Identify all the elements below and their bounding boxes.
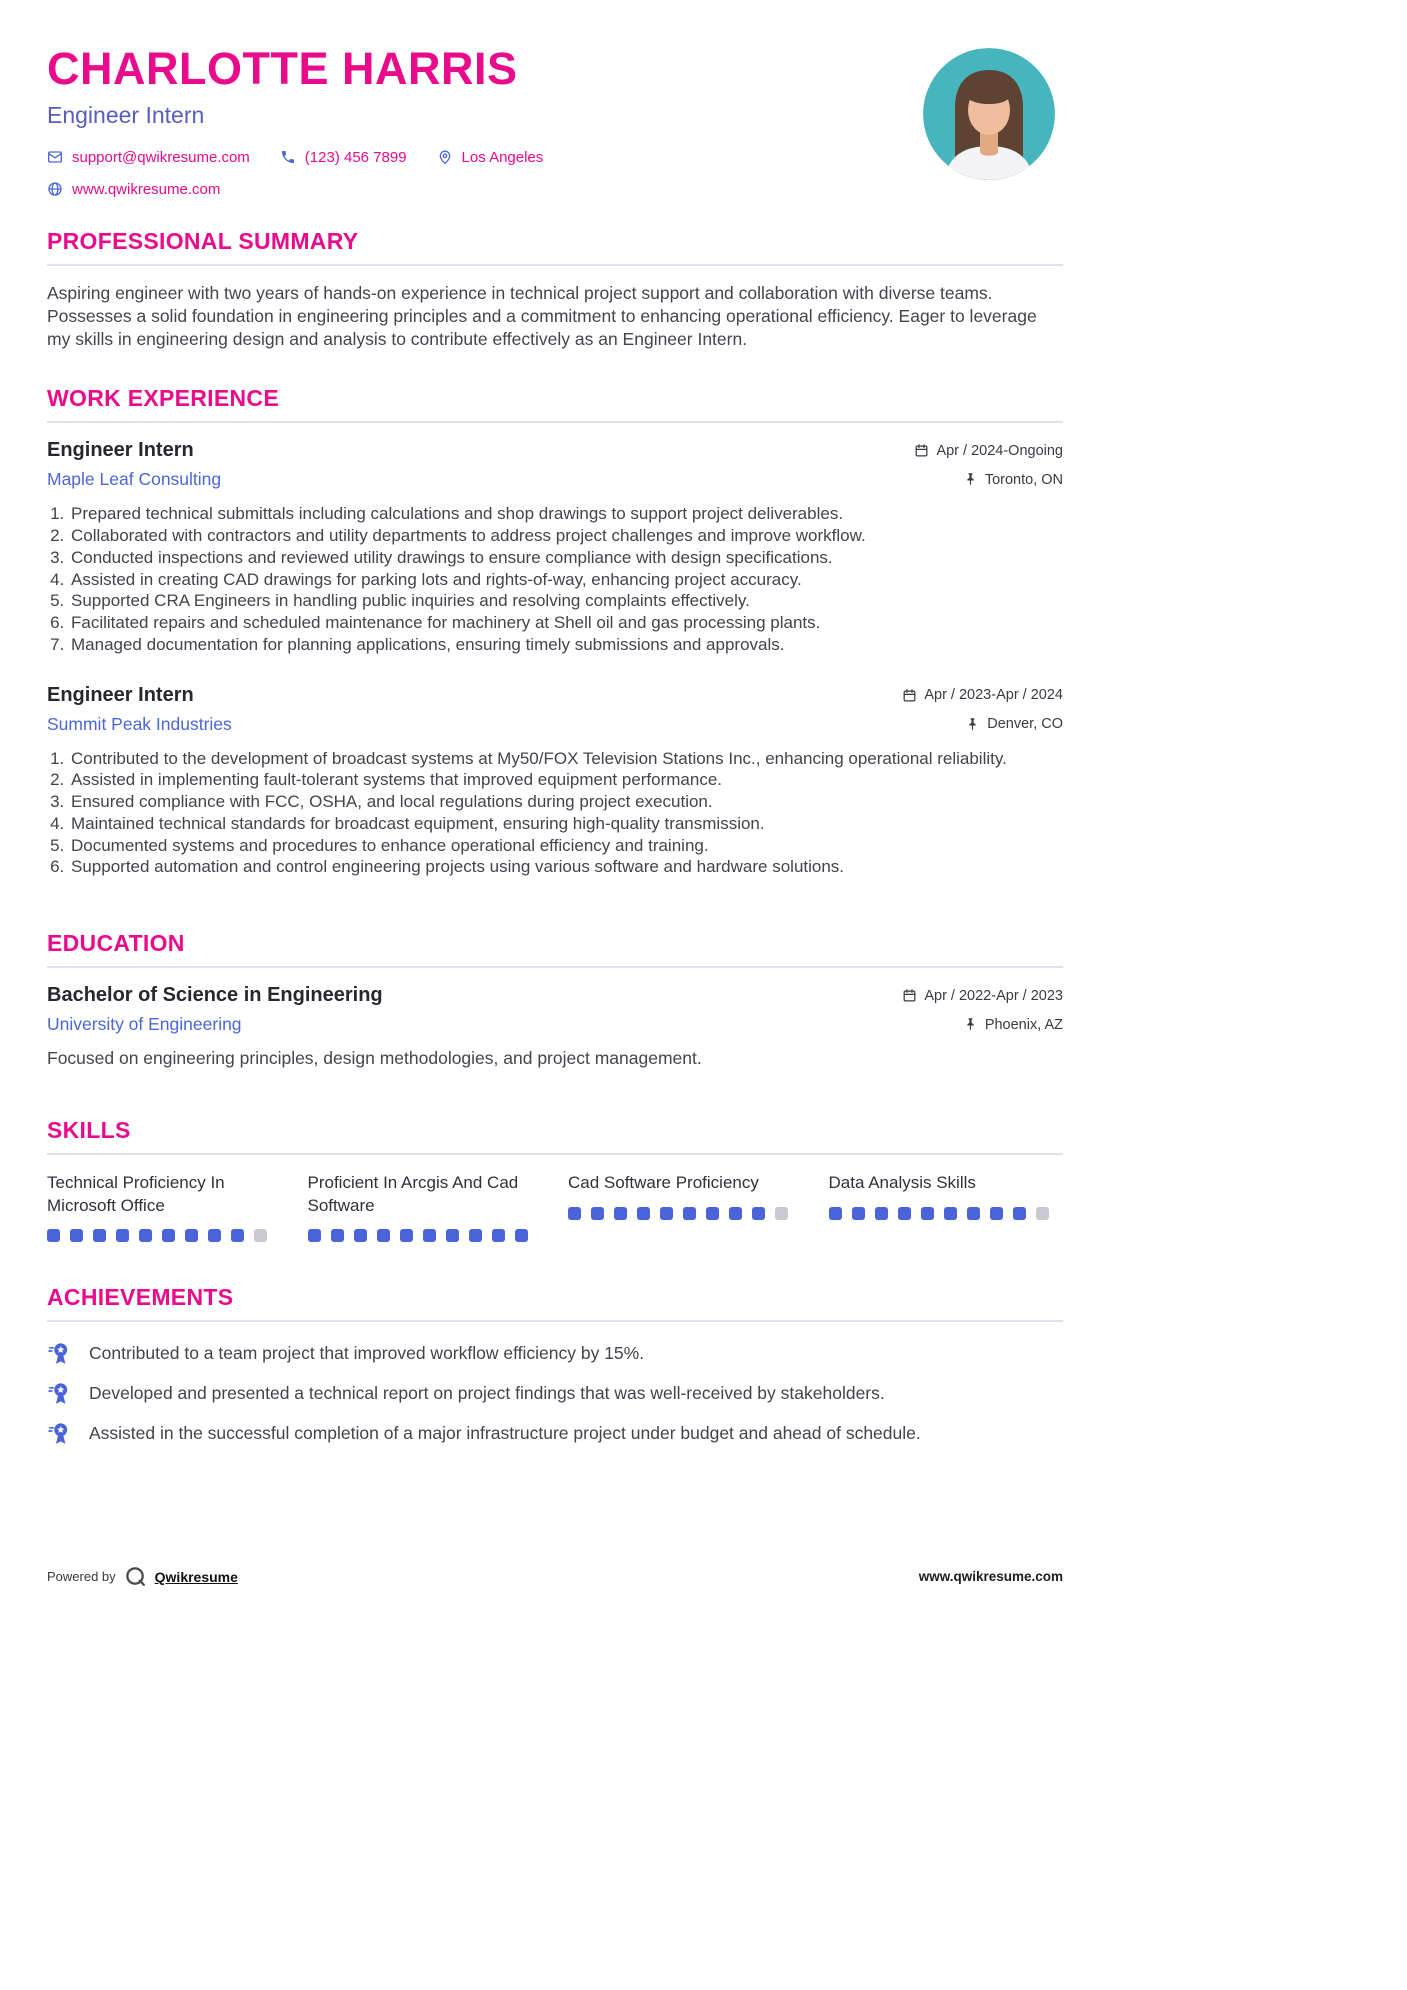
job-dates-text: Apr / 2023-Apr / 2024: [924, 687, 1063, 704]
contact-info: [47, 149, 573, 198]
education-location-text: Phoenix, AZ: [984, 1016, 1063, 1033]
skill-level-bar: [829, 1207, 1064, 1220]
job-title: Engineer Intern: [47, 439, 194, 462]
skill-level-square: [93, 1229, 106, 1242]
header-text: [47, 45, 573, 198]
email-link[interactable]: support@qwikresume.com: [72, 148, 250, 166]
achievement-item: [47, 1340, 1063, 1367]
skill-level-square: [568, 1207, 581, 1220]
section-divider: [47, 1320, 1063, 1322]
job-bullet: 6. Facilitated repairs and scheduled maintenance for machinery at Shell oil and gas processing plants.: [69, 612, 1063, 634]
achievement-item: [47, 1380, 1063, 1407]
skills-heading: SKILLS: [47, 1117, 131, 1144]
skill-level-square: [614, 1207, 627, 1220]
school-row: [47, 1014, 1063, 1035]
skill-level-square: [446, 1229, 459, 1242]
job-company-row: [47, 714, 1063, 735]
job-location: [963, 472, 1063, 488]
map-pin-icon: [437, 149, 453, 165]
job-bullet: 4. Assisted in creating CAD drawings for parking lots and rights-of-way, enhancing project accuracy.: [69, 569, 1063, 591]
skill-level-square: [637, 1207, 650, 1220]
footer-website-link[interactable]: www.qwikresume.com: [918, 1569, 1063, 1585]
skill-level-square: [591, 1207, 604, 1220]
job-dates: [914, 443, 1063, 459]
skill-label: Cad Software Proficiency: [568, 1173, 759, 1193]
job-location-text: Denver, CO: [987, 716, 1063, 733]
work-experience-heading: WORK EXPERIENCE: [47, 385, 279, 412]
skill-item-4: [829, 1172, 1064, 1219]
skill-item-3: [568, 1172, 803, 1219]
skill-item-1: [47, 1172, 282, 1242]
job-entry-2: [47, 684, 1063, 879]
achievement-text: Developed and presented a technical report on project findings that was well-received by stakeholders.: [89, 1383, 885, 1404]
profile-photo: [923, 48, 1055, 180]
job-location-text: Toronto, ON: [984, 471, 1063, 488]
contact-website: [47, 181, 220, 198]
skill-label: Data Analysis Skills: [828, 1173, 976, 1193]
education-dates-text: Apr / 2022-Apr / 2023: [924, 987, 1063, 1004]
job-location: [965, 716, 1063, 732]
degree-row: [47, 984, 1063, 1007]
skill-level-square: [162, 1229, 175, 1242]
company-name: Summit Peak Industries: [47, 713, 232, 734]
job-bullet: 5. Supported CRA Engineers in handling public inquiries and resolving complaints effectively.: [69, 590, 1063, 612]
skill-level-square: [706, 1207, 719, 1220]
skill-level-square: [354, 1229, 367, 1242]
skill-level-square: [683, 1207, 696, 1220]
calendar-icon: [902, 988, 917, 1003]
calendar-icon: [914, 443, 929, 458]
envelope-icon: [47, 149, 63, 165]
skill-level-square: [231, 1229, 244, 1242]
job-bullet: 3. Conducted inspections and reviewed utility drawings to ensure compliance with design specifications.: [69, 547, 1063, 569]
school-name: University of Engineering: [47, 1014, 242, 1035]
skill-level-square: [1013, 1207, 1026, 1220]
phone-icon: [280, 149, 296, 165]
footer-powered-by: [47, 1565, 238, 1588]
award-badge-icon: [47, 1380, 74, 1407]
job-dates: [902, 687, 1063, 703]
skill-level-square: [944, 1207, 957, 1220]
phone-number: (123) 456 7899: [304, 148, 407, 166]
pushpin-icon: [963, 1017, 978, 1032]
education-location: [963, 1017, 1063, 1033]
qwikresume-link[interactable]: Qwikresume: [154, 1568, 238, 1585]
award-badge-icon: [47, 1340, 74, 1367]
skills-grid: [47, 1172, 1063, 1242]
job-entry-1: [47, 439, 1063, 655]
skill-level-square: [185, 1229, 198, 1242]
section-education: [47, 930, 1063, 1069]
skill-level-square: [400, 1229, 413, 1242]
pushpin-icon: [963, 472, 978, 487]
contact-location: [437, 149, 544, 166]
skill-level-square: [492, 1229, 505, 1242]
skill-level-square: [47, 1229, 60, 1242]
skill-level-square: [775, 1207, 788, 1220]
person-job-title: Engineer Intern: [47, 101, 205, 128]
skill-level-square: [1036, 1207, 1049, 1220]
section-divider: [47, 1153, 1063, 1155]
calendar-icon: [902, 688, 917, 703]
job-bullet: 2. Collaborated with contractors and utility departments to address project challenges and improve workflow.: [69, 525, 1063, 547]
education-entry: [47, 984, 1063, 1069]
skill-level-square: [752, 1207, 765, 1220]
degree-title: Bachelor of Science in Engineering: [47, 984, 383, 1007]
skill-level-square: [208, 1229, 221, 1242]
section-work-experience: [47, 385, 1063, 878]
job-title-row: [47, 684, 1063, 707]
person-name: CHARLOTTE HARRIS: [47, 43, 518, 94]
job-bullet: 1. Prepared technical submittals including calculations and shop drawings to support project deliverables.: [69, 503, 1063, 525]
job-title-row: [47, 439, 1063, 462]
achievement-item: [47, 1420, 1063, 1447]
skill-level-square: [515, 1229, 528, 1242]
skill-label: Technical Proficiency In Microsoft Office: [47, 1173, 225, 1215]
skill-level-square: [990, 1207, 1003, 1220]
skill-level-square: [967, 1207, 980, 1220]
education-description: Focused on engineering principles, design methodologies, and project management.: [47, 1048, 702, 1069]
job-company-row: [47, 469, 1063, 490]
skill-level-square: [308, 1229, 321, 1242]
skill-level-bar: [568, 1207, 803, 1220]
powered-by-text: Powered by: [47, 1569, 116, 1585]
achievement-text: Contributed to a team project that improved workflow efficiency by 15%.: [89, 1343, 645, 1364]
contact-email: [47, 149, 250, 166]
skill-level-bar: [308, 1229, 543, 1242]
contact-row-2: [47, 181, 573, 198]
qwikresume-logo-icon: [124, 1565, 147, 1588]
skill-level-square: [829, 1207, 842, 1220]
skill-level-square: [660, 1207, 673, 1220]
job-bullet: 1. Contributed to the development of broadcast systems at My50/FOX Television Stations Inc., enhancing operational reliability.: [69, 748, 1063, 770]
section-summary: [47, 228, 1063, 352]
contact-row-1: [47, 149, 573, 166]
job-bullet: 5. Documented systems and procedures to enhance operational efficiency and training.: [69, 835, 1063, 857]
summary-text: Aspiring engineer with two years of hands-on experience in technical project support and collaboration with diverse teams. Possesses a solid foundation in engineering principles and a commitment to enhancing operational efficiency. Eager to leverage my skills in engineering design and analysis to contribute effectively as an Engineer Intern.: [47, 282, 1037, 350]
header: [47, 45, 1063, 198]
job-bullet-list: [47, 748, 1063, 879]
skill-level-square: [423, 1229, 436, 1242]
section-achievements: [47, 1284, 1063, 1447]
skill-level-square: [921, 1207, 934, 1220]
skill-label: Proficient In Arcgis And Cad Software: [307, 1173, 519, 1215]
job-bullet-list: [47, 503, 1063, 655]
skill-level-square: [852, 1207, 865, 1220]
job-bullet: 7. Managed documentation for planning applications, ensuring timely submissions and approvals.: [69, 634, 1063, 656]
footer: [47, 1565, 1063, 1588]
job-dates-text: Apr / 2024-Ongoing: [936, 442, 1063, 459]
skill-level-square: [116, 1229, 129, 1242]
skill-level-square: [139, 1229, 152, 1242]
job-bullet: 4. Maintained technical standards for broadcast equipment, ensuring high-quality transmission.: [69, 813, 1063, 835]
award-badge-icon: [47, 1420, 74, 1447]
job-bullet: 3. Ensured compliance with FCC, OSHA, and local regulations during project execution.: [69, 791, 1063, 813]
globe-icon: [47, 181, 63, 197]
resume-content: [47, 0, 1063, 1588]
achievement-text: Assisted in the successful completion of a major infrastructure project under budget and ahead of schedule.: [89, 1423, 921, 1444]
job-bullet: 6. Supported automation and control engineering projects using various software and hardware solutions.: [69, 856, 1063, 878]
skill-item-2: [308, 1172, 543, 1242]
skill-level-square: [70, 1229, 83, 1242]
location-text: Los Angeles: [461, 148, 544, 166]
contact-phone: [280, 149, 407, 166]
skill-level-bar: [47, 1229, 282, 1242]
section-skills: [47, 1117, 1063, 1242]
skill-level-square: [729, 1207, 742, 1220]
achievements-heading: ACHIEVEMENTS: [47, 1284, 234, 1311]
pushpin-icon: [965, 717, 980, 732]
skill-level-square: [469, 1229, 482, 1242]
skill-level-square: [875, 1207, 888, 1220]
website-link[interactable]: www.qwikresume.com: [72, 180, 221, 198]
skill-level-square: [331, 1229, 344, 1242]
job-title: Engineer Intern: [47, 683, 194, 706]
section-divider: [47, 421, 1063, 423]
skill-level-square: [377, 1229, 390, 1242]
company-name: Maple Leaf Consulting: [47, 469, 222, 490]
achievements-list: [47, 1340, 1063, 1447]
skill-level-square: [254, 1229, 267, 1242]
education-dates: [902, 988, 1063, 1004]
job-bullet: 2. Assisted in implementing fault-tolerant systems that improved equipment performance.: [69, 769, 1063, 791]
skill-level-square: [898, 1207, 911, 1220]
summary-heading: PROFESSIONAL SUMMARY: [47, 227, 359, 254]
education-heading: EDUCATION: [47, 930, 185, 957]
section-divider: [47, 264, 1063, 266]
section-divider: [47, 966, 1063, 968]
